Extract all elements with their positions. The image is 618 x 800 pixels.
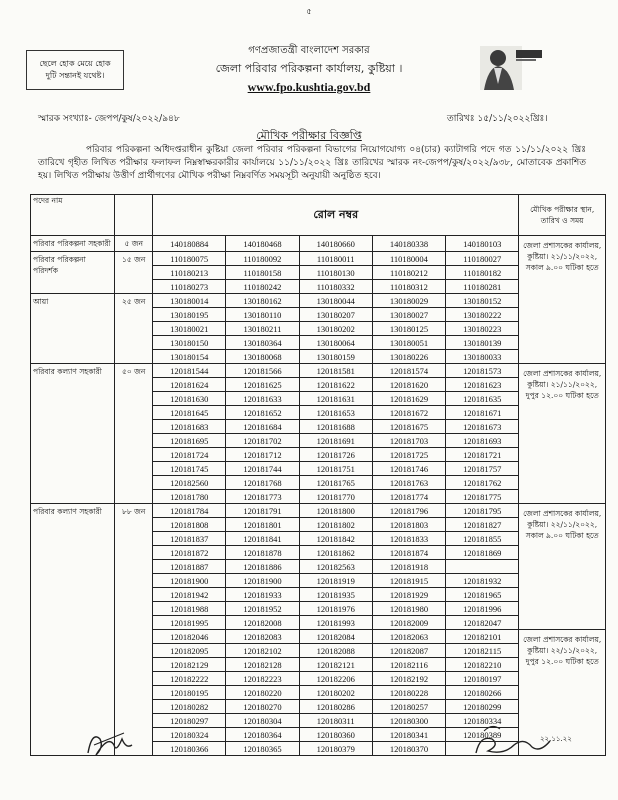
roll-number-cell: 120181935	[299, 588, 372, 602]
roll-number-cell: 120181980	[372, 602, 445, 616]
header-post-name: পদের নাম	[31, 195, 115, 236]
roll-number-cell: 120181791	[226, 504, 299, 518]
roll-number-cell: 120181872	[153, 546, 226, 560]
roll-number-cell: 120182046	[153, 630, 226, 644]
header-exam-place: মৌখিক পরীক্ষার স্থান, তারিখ ও সময়	[519, 195, 606, 236]
header-roll-number: রোল নম্বর	[153, 195, 519, 236]
roll-number-cell: 120181770	[299, 490, 372, 504]
roll-number-cell: 120181952	[226, 602, 299, 616]
issue-date: তারিখঃ ১৫/১১/২০২২খ্রিঃ।	[447, 114, 548, 124]
roll-number-cell: 120182121	[299, 658, 372, 672]
page-number-mark: ৫	[306, 7, 312, 16]
roll-number-cell: 120181976	[299, 602, 372, 616]
roll-number-cell: 120180360	[299, 728, 372, 742]
roll-number-cell: 110180273	[153, 280, 226, 294]
roll-number-cell: 120181695	[153, 434, 226, 448]
roll-number-cell: 120182088	[299, 644, 372, 658]
roll-number-cell: 120181673	[446, 420, 519, 434]
roll-number-cell: 120182206	[299, 672, 372, 686]
candidate-count-cell: ৫০ জন	[115, 364, 153, 504]
roll-number-cell: 130180152	[446, 294, 519, 308]
roll-number-cell: 120180202	[299, 686, 372, 700]
roll-number-cell: 140180338	[372, 236, 445, 252]
roll-number-cell: 120180286	[299, 700, 372, 714]
notice-paragraph: পরিবার পরিকল্পনা অধিদপ্তরাধীন কুষ্টিয়া জেলা পরিবার পরিকল্পনা বিভাগের নিয়োগযোগ্য ০৪(চার) ক্যাটাগরি পদে গত ১১/১১/২০২২ খ্রিঃ তারিখে গৃহীত লিখিত পরীক্ষার ফলাফল নিম্নস্বাক্ষরকারীর কার্যালয়ে ১১/১১/২০২২ খ্রিঃ তারিখের স্মারক নং-জেপপ/কুষ/২০২২/৯৩৮, মোতাবেক প্রকাশিত হয়। লিখিত পরীক্ষায় উত্তীর্ণ প্রার্থীগণের মৌখিক পরীক্ষা নিম্নবর্ণিত সময়সূচী অনুযায়ী অনুষ্ঠিত হবে।	[38, 145, 586, 181]
table-row	[31, 236, 606, 252]
roll-number-cell: 110180213	[153, 266, 226, 280]
roll-number-cell: 120181566	[226, 364, 299, 378]
roll-number-cell: 120181544	[153, 364, 226, 378]
exam-venue-cell: জেলা প্রশাসকের কার্যালয়, কুষ্টিয়া। ২২/১১/২০২২, দুপুর ১২.০০ ঘটিকা হতে	[519, 630, 606, 756]
roll-number-cell: 120181746	[372, 462, 445, 476]
slogan-line-1: ছেলে হোক মেয়ে হোক	[39, 59, 111, 68]
roll-number-cell: 120181869	[446, 546, 519, 560]
roll-number-cell: 110180075	[153, 252, 226, 266]
roll-number-cell: 120181808	[153, 518, 226, 532]
roll-number-cell: 110180004	[372, 252, 445, 266]
roll-number-cell: 120181833	[372, 532, 445, 546]
roll-number-cell: 120181622	[299, 378, 372, 392]
candidate-count-cell: ১৫ জন	[115, 252, 153, 294]
roll-number-cell: 110180332	[299, 280, 372, 294]
roll-number-cell: 120181932	[446, 574, 519, 588]
roll-number-cell: 120181624	[153, 378, 226, 392]
roll-number-cell: 120181800	[299, 504, 372, 518]
roll-number-cell: 120182095	[153, 644, 226, 658]
left-signature-image	[80, 725, 140, 763]
roll-number-cell: 110180281	[446, 280, 519, 294]
roll-number-cell: 140180468	[226, 236, 299, 252]
roll-number-cell: 130180021	[153, 322, 226, 336]
table-header-row	[31, 195, 606, 236]
roll-number-cell: 120180282	[153, 700, 226, 714]
roll-number-cell: 130180223	[446, 322, 519, 336]
roll-number-cell: 120181929	[372, 588, 445, 602]
roll-number-cell: 120181725	[372, 448, 445, 462]
office-heading: জেলা পরিবার পরিকল্পনা কার্যালয়, কুষ্টিয়া ।	[215, 62, 403, 75]
roll-number-cell: 120180304	[226, 714, 299, 728]
roll-number-cell: 110180011	[299, 252, 372, 266]
roll-number-cell: 120181703	[372, 434, 445, 448]
roll-number-cell: 120181765	[299, 476, 372, 490]
table-row	[31, 504, 606, 518]
roll-number-cell: 130180211	[226, 322, 299, 336]
roll-number-cell: 130180202	[299, 322, 372, 336]
roll-number-cell: 120181841	[226, 532, 299, 546]
roll-number-cell: 120181801	[226, 518, 299, 532]
post-name-cell: পরিবার কল্যাণ সহকারী	[31, 364, 115, 504]
roll-number-cell: 120181635	[446, 392, 519, 406]
roll-number-cell: 120181768	[226, 476, 299, 490]
table-row	[31, 364, 606, 378]
roll-number-cell: 120180266	[446, 686, 519, 700]
roll-number-cell: 120181744	[226, 462, 299, 476]
roll-number-cell: 120180341	[372, 728, 445, 742]
roll-number-cell: 120180370	[372, 742, 445, 756]
roll-number-cell: 120180389	[446, 728, 519, 742]
slogan-line-2: দুটি সন্তানই যথেষ্ট।	[45, 71, 105, 80]
post-name-cell: পরিবার পরিকল্পনা পরিদর্শক	[31, 252, 115, 294]
roll-number-table	[30, 194, 606, 756]
roll-number-cell: 120182102	[226, 644, 299, 658]
roll-number-cell: 120181855	[446, 532, 519, 546]
roll-number-cell: 120181757	[446, 462, 519, 476]
roll-number-cell: 120181802	[299, 518, 372, 532]
exam-venue-cell: জেলা প্রশাসকের কার্যালয়, কুষ্টিয়া। ২১/১১/২০২২, সকাল ৯.০০ ঘটিকা হতে	[519, 236, 606, 364]
roll-number-cell: 120182101	[446, 630, 519, 644]
roll-number-cell: 130180207	[299, 308, 372, 322]
roll-number-cell: 120180299	[446, 700, 519, 714]
roll-number-cell: 120181780	[153, 490, 226, 504]
roll-number-cell: 120181918	[372, 560, 445, 574]
roll-number-cell: 130180364	[226, 336, 299, 350]
roll-number-cell: 120180297	[153, 714, 226, 728]
roll-number-cell: 140180103	[446, 236, 519, 252]
candidate-count-cell: ২৫ জন	[115, 294, 153, 364]
roll-number-cell: 120180366	[153, 742, 226, 756]
roll-number-cell: 120180257	[372, 700, 445, 714]
roll-number-cell: 120181623	[446, 378, 519, 392]
roll-number-cell: 130180051	[372, 336, 445, 350]
office-website-link[interactable]: www.fpo.kushtia.gov.bd	[247, 80, 371, 94]
roll-number-cell: 120180197	[446, 672, 519, 686]
roll-number-cell: 120181803	[372, 518, 445, 532]
roll-number-cell: 130180068	[226, 350, 299, 364]
roll-number-cell: 120180228	[372, 686, 445, 700]
roll-number-cell: 120181630	[153, 392, 226, 406]
roll-number-cell: 120181693	[446, 434, 519, 448]
roll-number-cell: 120182563	[299, 560, 372, 574]
roll-number-cell: 110180182	[446, 266, 519, 280]
roll-number-cell: 130180150	[153, 336, 226, 350]
roll-number-cell: 120181691	[299, 434, 372, 448]
roll-number-cell: 120181900	[153, 574, 226, 588]
roll-number-cell: 130180195	[153, 308, 226, 322]
roll-number-cell: 120181721	[446, 448, 519, 462]
roll-number-cell: 120181942	[153, 588, 226, 602]
roll-number-cell: 120181862	[299, 546, 372, 560]
roll-number-cell: 120180300	[372, 714, 445, 728]
roll-number-cell: 120181684	[226, 420, 299, 434]
roll-number-cell: 120181995	[153, 616, 226, 630]
roll-number-cell: 120181796	[372, 504, 445, 518]
roll-number-cell: 120182223	[226, 672, 299, 686]
roll-number-cell: 120181688	[299, 420, 372, 434]
roll-number-cell: 120181653	[299, 406, 372, 420]
roll-number-cell: 120180365	[226, 742, 299, 756]
roll-number-cell: 120181874	[372, 546, 445, 560]
roll-number-cell: 120181745	[153, 462, 226, 476]
roll-number-cell: 120181633	[226, 392, 299, 406]
roll-number-cell: 130180139	[446, 336, 519, 350]
roll-number-cell: 120181751	[299, 462, 372, 476]
roll-number-cell: 110180212	[372, 266, 445, 280]
roll-number-cell: 130180027	[372, 308, 445, 322]
roll-number-cell: 120181784	[153, 504, 226, 518]
roll-number-cell: 120181996	[446, 602, 519, 616]
roll-number-cell: 120181900	[226, 574, 299, 588]
roll-number-cell: 120181645	[153, 406, 226, 420]
memo-number: স্মারক সংখ্যাঃ- জেপপ/কুষ/২০২২/৯৪৮	[38, 114, 180, 124]
roll-number-cell: 120181672	[372, 406, 445, 420]
roll-number-cell: 120181671	[446, 406, 519, 420]
roll-number-cell: 120181625	[226, 378, 299, 392]
roll-number-cell: 120181581	[299, 364, 372, 378]
roll-number-cell: 110180130	[299, 266, 372, 280]
roll-number-cell: 120181933	[226, 588, 299, 602]
roll-number-cell: 130180125	[372, 322, 445, 336]
roll-number-cell: 120181620	[372, 378, 445, 392]
roll-number-cell: 130180154	[153, 350, 226, 364]
roll-number-cell: 130180064	[299, 336, 372, 350]
roll-number-cell: 120180379	[299, 742, 372, 756]
roll-number-cell: 120180270	[226, 700, 299, 714]
roll-number-cell: 120181988	[153, 602, 226, 616]
roll-number-cell: 110180242	[226, 280, 299, 294]
post-name-cell: আয়া	[31, 294, 115, 364]
roll-number-cell: 130180014	[153, 294, 226, 308]
roll-number-cell: 110180092	[226, 252, 299, 266]
roll-number-cell: 120182129	[153, 658, 226, 672]
roll-number-cell	[446, 560, 519, 574]
roll-number-cell: 130180044	[299, 294, 372, 308]
roll-number-cell: 120182210	[446, 658, 519, 672]
exam-venue-cell: জেলা প্রশাসকের কার্যালয়, কুষ্টিয়া। ২১/১১/২০২২, দুপুর ১২.০০ ঘটিকা হতে	[519, 364, 606, 504]
roll-number-cell: 120181763	[372, 476, 445, 490]
roll-number-cell: 140180660	[299, 236, 372, 252]
roll-number-cell: 120181887	[153, 560, 226, 574]
roll-number-cell: 120181762	[446, 476, 519, 490]
roll-number-cell: 130180162	[226, 294, 299, 308]
roll-number-cell: 120181631	[299, 392, 372, 406]
roll-number-cell: 120181675	[372, 420, 445, 434]
roll-number-cell: 120182128	[226, 658, 299, 672]
roll-number-cell: 120182008	[226, 616, 299, 630]
roll-number-cell: 120181574	[372, 364, 445, 378]
notice-title: মৌখিক পরীক্ষার বিজ্ঞপ্তি	[256, 129, 362, 142]
roll-number-cell: 120181774	[372, 490, 445, 504]
roll-number-cell: 130180159	[299, 350, 372, 364]
roll-number-cell: 120181827	[446, 518, 519, 532]
roll-number-cell: 130180222	[446, 308, 519, 322]
roll-number-cell: 120180220	[226, 686, 299, 700]
roll-number-cell: 120181795	[446, 504, 519, 518]
roll-number-cell: 130180029	[372, 294, 445, 308]
roll-number-cell: 120180334	[446, 714, 519, 728]
roll-number-cell: 120181915	[372, 574, 445, 588]
roll-number-cell: 120181702	[226, 434, 299, 448]
roll-number-cell: 120181837	[153, 532, 226, 546]
candidate-count-cell: ৫ জন	[115, 236, 153, 252]
signature-date: ২২.১১.২২	[540, 735, 572, 743]
roll-number-cell: 120181573	[446, 364, 519, 378]
roll-number-cell: 120181878	[226, 546, 299, 560]
roll-number-cell: 120182083	[226, 630, 299, 644]
roll-number-cell: 120182222	[153, 672, 226, 686]
roll-number-cell: 120181775	[446, 490, 519, 504]
roll-number-cell: 120182009	[372, 616, 445, 630]
roll-number-cell: 110180027	[446, 252, 519, 266]
candidate-count-cell: ৮৮ জন	[115, 504, 153, 756]
roll-number-cell: 120181919	[299, 574, 372, 588]
post-name-cell: পরিবার পরিকল্পনা সহকারী	[31, 236, 115, 252]
roll-number-cell: 120181993	[299, 616, 372, 630]
government-heading: গণপ্রজাতন্ত্রী বাংলাদেশ সরকার	[248, 45, 370, 56]
roll-number-cell: 120181724	[153, 448, 226, 462]
roll-number-cell: 110180158	[226, 266, 299, 280]
roll-number-cell: 120180324	[153, 728, 226, 742]
roll-number-cell: 120181726	[299, 448, 372, 462]
exam-venue-cell: জেলা প্রশাসকের কার্যালয়, কুষ্টিয়া। ২২/১১/২০২২, সকাল ৯.০০ ঘটিকা হতে	[519, 504, 606, 630]
portrait-logo-image	[458, 44, 546, 92]
roll-number-cell: 130180226	[372, 350, 445, 364]
roll-number-cell: 120181886	[226, 560, 299, 574]
roll-number-cell: 110180312	[372, 280, 445, 294]
roll-number-cell: 120182116	[372, 658, 445, 672]
roll-number-cell: 120181712	[226, 448, 299, 462]
roll-number-cell: 120180195	[153, 686, 226, 700]
roll-number-cell: 120182115	[446, 644, 519, 658]
roll-number-cell: 120182087	[372, 644, 445, 658]
roll-number-cell: 120182192	[372, 672, 445, 686]
roll-number-cell: 120181842	[299, 532, 372, 546]
roll-number-cell: 140180884	[153, 236, 226, 252]
roll-number-cell: 120181773	[226, 490, 299, 504]
post-name-cell: পরিবার কল্যাণ সহকারী	[31, 504, 115, 756]
roll-number-cell: 120180364	[226, 728, 299, 742]
roll-number-cell: 120181965	[446, 588, 519, 602]
roll-number-cell: 120180311	[299, 714, 372, 728]
roll-number-cell: 120181629	[372, 392, 445, 406]
roll-number-cell: 120181683	[153, 420, 226, 434]
roll-number-cell: 120181652	[226, 406, 299, 420]
roll-number-cell: 130180110	[226, 308, 299, 322]
roll-number-cell: 120182084	[299, 630, 372, 644]
roll-number-cell: 120182047	[446, 616, 519, 630]
roll-number-cell: 120182063	[372, 630, 445, 644]
roll-number-cell: 120182560	[153, 476, 226, 490]
roll-number-cell: 130180033	[446, 350, 519, 364]
